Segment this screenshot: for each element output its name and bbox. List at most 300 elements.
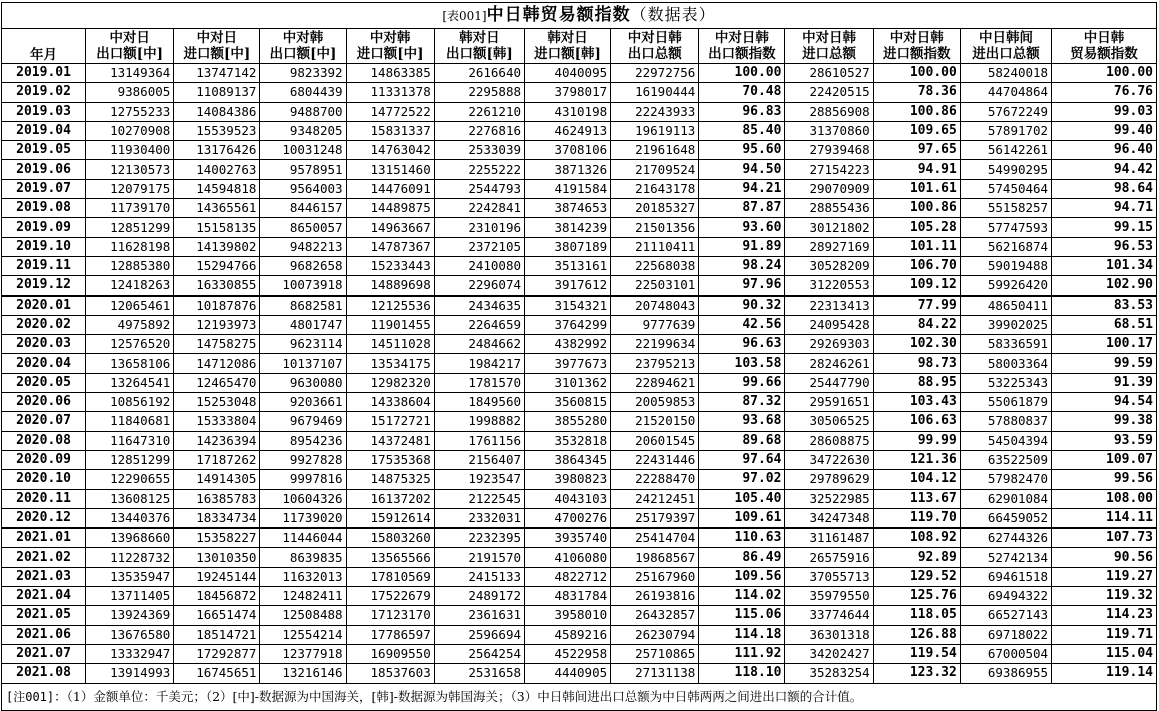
index-cell: 96.83 <box>699 102 785 121</box>
index-cell: 99.38 <box>1052 412 1157 431</box>
index-cell: 109.65 <box>873 121 960 140</box>
year-month-cell: 2019.06 <box>2 160 86 179</box>
amount-cell: 2616640 <box>434 64 524 83</box>
amount-cell: 22420515 <box>785 83 873 102</box>
amount-cell: 31220553 <box>785 276 873 296</box>
amount-cell: 3977673 <box>525 354 611 373</box>
data-table-sheet <box>1 2 1157 711</box>
footnote-text: ：（1）金额单位：千美元；（2）[中]-数据源为中国海关，[韩]-数据源为韩国海关；（3）中日韩间进出口总额为中日韩两两之间进出口额的合计值。 <box>54 688 863 704</box>
column-header-line1: 韩对日 <box>547 30 588 46</box>
index-cell: 97.64 <box>699 450 785 469</box>
index-cell: 109.07 <box>1052 450 1157 469</box>
index-cell: 100.17 <box>1052 335 1157 354</box>
table-row <box>2 489 1157 508</box>
index-cell: 94.91 <box>873 160 960 179</box>
amount-cell: 3798017 <box>525 83 611 102</box>
year-month-cell: 2020.09 <box>2 450 86 469</box>
amount-cell: 57891702 <box>960 121 1051 140</box>
amount-cell: 12130573 <box>86 160 174 179</box>
amount-cell: 2255222 <box>434 160 524 179</box>
amount-cell: 63522509 <box>960 450 1051 469</box>
amount-cell: 2276816 <box>434 121 524 140</box>
amount-cell: 11647310 <box>86 431 174 450</box>
amount-cell: 29269303 <box>785 335 873 354</box>
index-cell: 105.40 <box>699 489 785 508</box>
amount-cell: 48650411 <box>960 296 1051 316</box>
amount-cell: 22313413 <box>785 296 873 316</box>
footnote-number: [注001] <box>6 689 55 704</box>
amount-cell: 69386955 <box>960 664 1051 683</box>
index-cell: 97.96 <box>699 276 785 296</box>
index-cell: 90.56 <box>1052 548 1157 567</box>
amount-cell: 11089137 <box>174 83 260 102</box>
index-cell: 103.43 <box>873 393 960 412</box>
index-cell: 102.30 <box>873 335 960 354</box>
amount-cell: 26193816 <box>611 587 699 606</box>
table-row <box>2 102 1157 121</box>
index-cell: 121.36 <box>873 450 960 469</box>
table-row <box>2 431 1157 450</box>
amount-cell: 4440905 <box>525 664 611 683</box>
amount-cell: 11228732 <box>86 548 174 567</box>
table-row <box>2 199 1157 218</box>
amount-cell: 2361631 <box>434 606 524 625</box>
amount-cell: 14963667 <box>346 218 434 237</box>
amount-cell: 16651474 <box>174 606 260 625</box>
table-number: [表001] <box>442 9 487 23</box>
index-cell: 115.06 <box>699 606 785 625</box>
index-cell: 125.76 <box>873 587 960 606</box>
column-header-line2: 进口额[韩] <box>534 46 601 62</box>
amount-cell: 11739170 <box>86 199 174 218</box>
amount-cell: 17292877 <box>174 644 260 663</box>
amount-cell: 13534175 <box>346 354 434 373</box>
amount-cell: 16330855 <box>174 276 260 296</box>
amount-cell: 10187876 <box>174 296 260 316</box>
footnote <box>2 683 1157 710</box>
amount-cell: 13176426 <box>174 141 260 160</box>
index-cell: 42.56 <box>699 315 785 334</box>
amount-cell: 15803260 <box>346 528 434 548</box>
column-header <box>434 29 524 64</box>
table-row <box>2 412 1157 431</box>
amount-cell: 14594818 <box>174 179 260 198</box>
amount-cell: 15912614 <box>346 508 434 528</box>
table-row <box>2 664 1157 683</box>
amount-cell: 16137202 <box>346 489 434 508</box>
table-row <box>2 373 1157 392</box>
column-header-line2: 出口额指数 <box>708 46 776 62</box>
table-row <box>2 393 1157 412</box>
amount-cell: 12290655 <box>86 470 174 489</box>
table-row <box>2 625 1157 644</box>
amount-cell: 14712086 <box>174 354 260 373</box>
amount-cell: 2531658 <box>434 664 524 683</box>
amount-cell: 13565566 <box>346 548 434 567</box>
index-cell: 93.60 <box>699 218 785 237</box>
amount-cell: 19868567 <box>611 548 699 567</box>
year-month-cell: 2020.05 <box>2 373 86 392</box>
column-header-line1: 中日韩间 <box>978 30 1033 46</box>
amount-cell: 34722630 <box>785 450 873 469</box>
amount-cell: 3101362 <box>525 373 611 392</box>
amount-cell: 57450464 <box>960 179 1051 198</box>
index-cell: 129.52 <box>873 567 960 586</box>
year-month-cell: 2020.06 <box>2 393 86 412</box>
amount-cell: 15539523 <box>174 121 260 140</box>
amount-cell: 56216874 <box>960 237 1051 256</box>
index-cell: 126.88 <box>873 625 960 644</box>
amount-cell: 35283254 <box>785 664 873 683</box>
amount-cell: 2232395 <box>434 528 524 548</box>
amount-cell: 22288470 <box>611 470 699 489</box>
amount-cell: 20185327 <box>611 199 699 218</box>
index-cell: 93.59 <box>1052 431 1157 450</box>
amount-cell: 10856192 <box>86 393 174 412</box>
amount-cell: 14084386 <box>174 102 260 121</box>
trade-index-table <box>1 2 1157 711</box>
amount-cell: 14889698 <box>346 276 434 296</box>
amount-cell: 14236394 <box>174 431 260 450</box>
amount-cell: 8682581 <box>260 296 346 316</box>
year-month-cell: 2019.11 <box>2 256 86 275</box>
amount-cell: 66459052 <box>960 508 1051 528</box>
amount-cell: 13968660 <box>86 528 174 548</box>
index-cell: 70.48 <box>699 83 785 102</box>
amount-cell: 69494322 <box>960 587 1051 606</box>
year-month-cell: 2019.02 <box>2 83 86 102</box>
index-cell: 99.99 <box>873 431 960 450</box>
index-cell: 101.34 <box>1052 256 1157 275</box>
table-row <box>2 644 1157 663</box>
amount-cell: 2544793 <box>434 179 524 198</box>
amount-cell: 4191584 <box>525 179 611 198</box>
amount-cell: 20059853 <box>611 393 699 412</box>
index-cell: 94.71 <box>1052 199 1157 218</box>
index-cell: 118.05 <box>873 606 960 625</box>
table-row <box>2 450 1157 469</box>
amount-cell: 12418263 <box>86 276 174 296</box>
amount-cell: 9386005 <box>86 83 174 102</box>
amount-cell: 4310198 <box>525 102 611 121</box>
amount-cell: 22243933 <box>611 102 699 121</box>
amount-cell: 13658106 <box>86 354 174 373</box>
index-cell: 100.00 <box>1052 64 1157 83</box>
amount-cell: 8446157 <box>260 199 346 218</box>
year-month-cell: 2020.08 <box>2 431 86 450</box>
amount-cell: 18456872 <box>174 587 260 606</box>
amount-cell: 2296074 <box>434 276 524 296</box>
index-cell: 99.15 <box>1052 218 1157 237</box>
column-header-line2: 贸易额指数 <box>1070 46 1138 62</box>
amount-cell: 12482411 <box>260 587 346 606</box>
column-header <box>174 29 260 64</box>
column-header <box>699 29 785 64</box>
year-month-cell: 2021.01 <box>2 528 86 548</box>
index-cell: 100.00 <box>699 64 785 83</box>
index-cell: 96.63 <box>699 335 785 354</box>
amount-cell: 12125536 <box>346 296 434 316</box>
index-cell: 109.12 <box>873 276 960 296</box>
index-cell: 98.73 <box>873 354 960 373</box>
column-header <box>525 29 611 64</box>
amount-cell: 3814239 <box>525 218 611 237</box>
amount-cell: 4975892 <box>86 315 174 334</box>
column-header-line1: 中对日 <box>196 30 238 46</box>
amount-cell: 34202427 <box>785 644 873 663</box>
column-header <box>2 29 86 64</box>
amount-cell: 14476091 <box>346 179 434 198</box>
amount-cell: 17786597 <box>346 625 434 644</box>
amount-cell: 9348205 <box>260 121 346 140</box>
amount-cell: 3917612 <box>525 276 611 296</box>
amount-cell: 9682658 <box>260 256 346 275</box>
column-header-line1: 韩对日 <box>459 30 500 46</box>
amount-cell: 54504394 <box>960 431 1051 450</box>
column-header-line2: 年月 <box>30 47 58 63</box>
amount-cell: 3935740 <box>525 528 611 548</box>
amount-cell: 13440376 <box>86 508 174 528</box>
index-cell: 76.76 <box>1052 83 1157 102</box>
table-row <box>2 508 1157 528</box>
amount-cell: 3764299 <box>525 315 611 334</box>
amount-cell: 22431446 <box>611 450 699 469</box>
year-month-cell: 2020.01 <box>2 296 86 316</box>
amount-cell: 3154321 <box>525 296 611 316</box>
index-cell: 92.89 <box>873 548 960 567</box>
table-row <box>2 548 1157 567</box>
column-header-line1: 中对日 <box>109 30 150 46</box>
amount-cell: 13151460 <box>346 160 434 179</box>
amount-cell: 31370860 <box>785 121 873 140</box>
amount-cell: 3708106 <box>525 141 611 160</box>
amount-cell: 13149364 <box>86 64 174 83</box>
year-month-cell: 2020.11 <box>2 489 86 508</box>
amount-cell: 12193973 <box>174 315 260 334</box>
year-month-cell: 2020.03 <box>2 335 86 354</box>
column-header-line1: 中日韩 <box>1083 30 1125 46</box>
amount-cell: 2434635 <box>434 296 524 316</box>
year-month-cell: 2019.05 <box>2 141 86 160</box>
amount-cell: 58240018 <box>960 64 1051 83</box>
amount-cell: 62744326 <box>960 528 1051 548</box>
index-cell: 85.40 <box>699 121 785 140</box>
index-cell: 102.90 <box>1052 276 1157 296</box>
amount-cell: 57982470 <box>960 470 1051 489</box>
amount-cell: 30506525 <box>785 412 873 431</box>
amount-cell: 9488700 <box>260 102 346 121</box>
amount-cell: 21643178 <box>611 179 699 198</box>
amount-cell: 2261210 <box>434 102 524 121</box>
amount-cell: 53225343 <box>960 373 1051 392</box>
index-cell: 107.73 <box>1052 528 1157 548</box>
column-header-line2: 出口额[中] <box>96 46 164 62</box>
amount-cell: 4043103 <box>525 489 611 508</box>
index-cell: 108.00 <box>1052 489 1157 508</box>
index-cell: 99.56 <box>1052 470 1157 489</box>
amount-cell: 29789629 <box>785 470 873 489</box>
amount-cell: 12982320 <box>346 373 434 392</box>
amount-cell: 9630080 <box>260 373 346 392</box>
table-row <box>2 121 1157 140</box>
amount-cell: 54990295 <box>960 160 1051 179</box>
amount-cell: 21961648 <box>611 141 699 160</box>
amount-cell: 28855436 <box>785 199 873 218</box>
amount-cell: 58336591 <box>960 335 1051 354</box>
index-cell: 100.86 <box>873 102 960 121</box>
index-cell: 96.53 <box>1052 237 1157 256</box>
year-month-cell: 2021.07 <box>2 644 86 663</box>
amount-cell: 11632013 <box>260 567 346 586</box>
amount-cell: 35979550 <box>785 587 873 606</box>
column-header <box>960 29 1051 64</box>
amount-cell: 13332947 <box>86 644 174 663</box>
amount-cell: 11930400 <box>86 141 174 160</box>
amount-cell: 13676580 <box>86 625 174 644</box>
amount-cell: 10073918 <box>260 276 346 296</box>
index-cell: 118.10 <box>699 664 785 683</box>
index-cell: 109.61 <box>699 508 785 528</box>
amount-cell: 14338604 <box>346 393 434 412</box>
amount-cell: 19619113 <box>611 121 699 140</box>
amount-cell: 25167960 <box>611 567 699 586</box>
amount-cell: 16190444 <box>611 83 699 102</box>
amount-cell: 28927169 <box>785 237 873 256</box>
amount-cell: 57672249 <box>960 102 1051 121</box>
year-month-cell: 2019.10 <box>2 237 86 256</box>
amount-cell: 13747142 <box>174 64 260 83</box>
table-body <box>2 64 1157 684</box>
amount-cell: 37055713 <box>785 567 873 586</box>
amount-cell: 17810569 <box>346 567 434 586</box>
index-cell: 101.11 <box>873 237 960 256</box>
amount-cell: 1923547 <box>434 470 524 489</box>
amount-cell: 33774644 <box>785 606 873 625</box>
table-row <box>2 470 1157 489</box>
amount-cell: 9578951 <box>260 160 346 179</box>
year-month-cell: 2019.01 <box>2 64 86 83</box>
amount-cell: 12079175 <box>86 179 174 198</box>
index-cell: 96.40 <box>1052 141 1157 160</box>
amount-cell: 4589216 <box>525 625 611 644</box>
amount-cell: 3855280 <box>525 412 611 431</box>
year-month-cell: 2020.10 <box>2 470 86 489</box>
amount-cell: 16385783 <box>174 489 260 508</box>
amount-cell: 21501356 <box>611 218 699 237</box>
year-month-cell: 2021.06 <box>2 625 86 644</box>
amount-cell: 22894621 <box>611 373 699 392</box>
table-row <box>2 160 1157 179</box>
index-cell: 89.68 <box>699 431 785 450</box>
amount-cell: 3807189 <box>525 237 611 256</box>
amount-cell: 2156407 <box>434 450 524 469</box>
column-header <box>873 29 960 64</box>
amount-cell: 13264541 <box>86 373 174 392</box>
amount-cell: 4624913 <box>525 121 611 140</box>
index-cell: 94.50 <box>699 160 785 179</box>
amount-cell: 9927828 <box>260 450 346 469</box>
amount-cell: 55061879 <box>960 393 1051 412</box>
amount-cell: 1781570 <box>434 373 524 392</box>
table-title-suffix: （数据表） <box>630 5 716 24</box>
amount-cell: 27131138 <box>611 664 699 683</box>
amount-cell: 67000504 <box>960 644 1051 663</box>
index-cell: 97.02 <box>699 470 785 489</box>
index-cell: 84.22 <box>873 315 960 334</box>
amount-cell: 10031248 <box>260 141 346 160</box>
index-cell: 97.65 <box>873 141 960 160</box>
amount-cell: 25414704 <box>611 528 699 548</box>
amount-cell: 26575916 <box>785 548 873 567</box>
amount-cell: 3980823 <box>525 470 611 489</box>
index-cell: 114.18 <box>699 625 785 644</box>
column-header <box>785 29 873 64</box>
column-header-line2: 进口总额 <box>802 46 857 62</box>
amount-cell: 27154223 <box>785 160 873 179</box>
amount-cell: 14758275 <box>174 335 260 354</box>
amount-cell: 17535368 <box>346 450 434 469</box>
amount-cell: 30121802 <box>785 218 873 237</box>
amount-cell: 11901455 <box>346 315 434 334</box>
column-header-line2: 进出口总额 <box>972 46 1040 62</box>
index-cell: 87.87 <box>699 199 785 218</box>
amount-cell: 25447790 <box>785 373 873 392</box>
amount-cell: 26230794 <box>611 625 699 644</box>
index-cell: 100.00 <box>873 64 960 83</box>
amount-cell: 11840681 <box>86 412 174 431</box>
amount-cell: 34247348 <box>785 508 873 528</box>
column-header-line2: 出口总额 <box>627 46 682 62</box>
index-cell: 91.39 <box>1052 373 1157 392</box>
table-row <box>2 218 1157 237</box>
index-cell: 119.70 <box>873 508 960 528</box>
year-month-cell: 2021.05 <box>2 606 86 625</box>
amount-cell: 9679469 <box>260 412 346 431</box>
amount-cell: 9564003 <box>260 179 346 198</box>
column-header-line2: 出口额[中] <box>269 46 337 62</box>
table-row <box>2 567 1157 586</box>
amount-cell: 59019488 <box>960 256 1051 275</box>
table-title-main: 中日韩贸易额指数 <box>486 5 631 25</box>
index-cell: 91.89 <box>699 237 785 256</box>
index-cell: 99.40 <box>1052 121 1157 140</box>
amount-cell: 1984217 <box>434 354 524 373</box>
index-cell: 93.68 <box>699 412 785 431</box>
amount-cell: 20601545 <box>611 431 699 450</box>
amount-cell: 10137107 <box>260 354 346 373</box>
amount-cell: 12885380 <box>86 256 174 275</box>
index-cell: 100.86 <box>873 199 960 218</box>
index-cell: 86.49 <box>699 548 785 567</box>
amount-cell: 36301318 <box>785 625 873 644</box>
amount-cell: 18334734 <box>174 508 260 528</box>
amount-cell: 15831337 <box>346 121 434 140</box>
amount-cell: 2484662 <box>434 335 524 354</box>
amount-cell: 39902025 <box>960 315 1051 334</box>
amount-cell: 13924369 <box>86 606 174 625</box>
amount-cell: 69718022 <box>960 625 1051 644</box>
index-cell: 115.04 <box>1052 644 1157 663</box>
amount-cell: 55158257 <box>960 199 1051 218</box>
amount-cell: 12065461 <box>86 296 174 316</box>
amount-cell: 24095428 <box>785 315 873 334</box>
table-row <box>2 354 1157 373</box>
amount-cell: 58003364 <box>960 354 1051 373</box>
amount-cell: 29591651 <box>785 393 873 412</box>
amount-cell: 2564254 <box>434 644 524 663</box>
amount-cell: 11739020 <box>260 508 346 528</box>
column-header-line2: 进口额[中] <box>183 46 251 62</box>
